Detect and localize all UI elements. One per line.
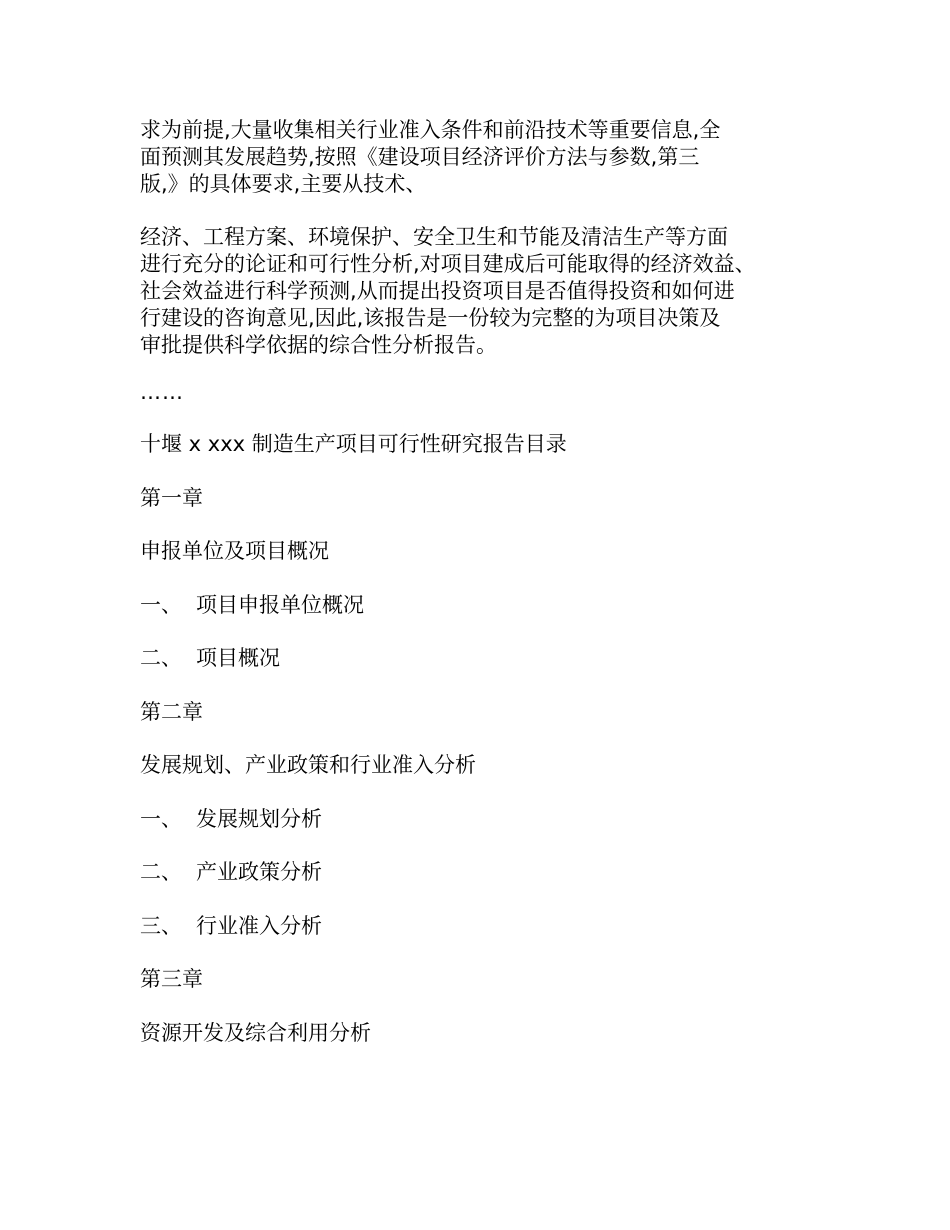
toc-section-number: 二、 xyxy=(140,646,182,670)
paragraph-line: 经济、工程方案、环境保护、安全卫生和节能及清洁生产等方面 xyxy=(140,225,728,249)
toc-item-text: 第一章 xyxy=(140,485,203,510)
toc-item-text: 发展规划、产业政策和行业准入分析 xyxy=(140,753,476,777)
toc-chapter-title xyxy=(140,1020,820,1047)
paragraph-line: 求为前提,大量收集相关行业准入条件和前沿技术等重要信息,全 xyxy=(140,118,721,142)
toc-item-text: 产业政策分析 xyxy=(196,860,322,884)
toc-item-text: 项目概况 xyxy=(196,646,280,670)
paragraph-line: 进行充分的论证和可行性分析,对项目建成后可能取得的经济效益、 xyxy=(140,252,756,276)
toc-item-text: 发展规划分析 xyxy=(196,806,322,831)
toc-chapter-title xyxy=(140,538,820,565)
toc-item-text: 项目申报单位概况 xyxy=(196,592,364,617)
toc-section-number: 三、 xyxy=(140,913,182,938)
toc-item-text: 行业准入分析 xyxy=(196,913,322,938)
paragraph-line: 版,》的具体要求,主要从技术、 xyxy=(140,172,427,196)
toc-list xyxy=(140,485,820,1047)
paragraph-line: 行建设的咨询意见,因此,该报告是一份较为完整的为项目决策及 xyxy=(140,306,721,330)
toc-section xyxy=(140,592,820,619)
toc-section-number: 一、 xyxy=(140,592,182,617)
toc-item-text: 第二章 xyxy=(140,699,203,724)
toc-section-number: 二、 xyxy=(140,860,182,884)
toc-section xyxy=(140,859,820,886)
paragraph-intro xyxy=(140,117,820,198)
toc-section xyxy=(140,645,820,672)
toc-item-text: 资源开发及综合利用分析 xyxy=(140,1020,371,1045)
paragraph-line: 面预测其发展趋势,按照《建设项目经济评价方法与参数,第三 xyxy=(140,145,700,169)
paragraph-line: 审批提供科学依据的综合性分析报告。 xyxy=(140,333,497,357)
ellipsis-separator: …… xyxy=(140,380,184,404)
toc-chapter-heading xyxy=(140,485,820,512)
paragraph-line: 社会效益进行科学预测,从而提出投资项目是否值得投资和如何进 xyxy=(140,279,735,303)
document-body xyxy=(140,117,820,1073)
toc-item-text: 申报单位及项目概况 xyxy=(140,539,329,563)
toc-section xyxy=(140,913,820,940)
toc-chapter-heading xyxy=(140,966,820,993)
toc-section-number: 一、 xyxy=(140,806,182,831)
paragraph-analysis xyxy=(140,224,820,359)
toc-section xyxy=(140,806,820,833)
toc-chapter-title xyxy=(140,752,820,779)
toc-item-text: 第三章 xyxy=(140,967,203,991)
toc-title: 十堰 x xxx 制造生产项目可行性研究报告目录 xyxy=(140,432,567,456)
toc-chapter-heading xyxy=(140,699,820,726)
